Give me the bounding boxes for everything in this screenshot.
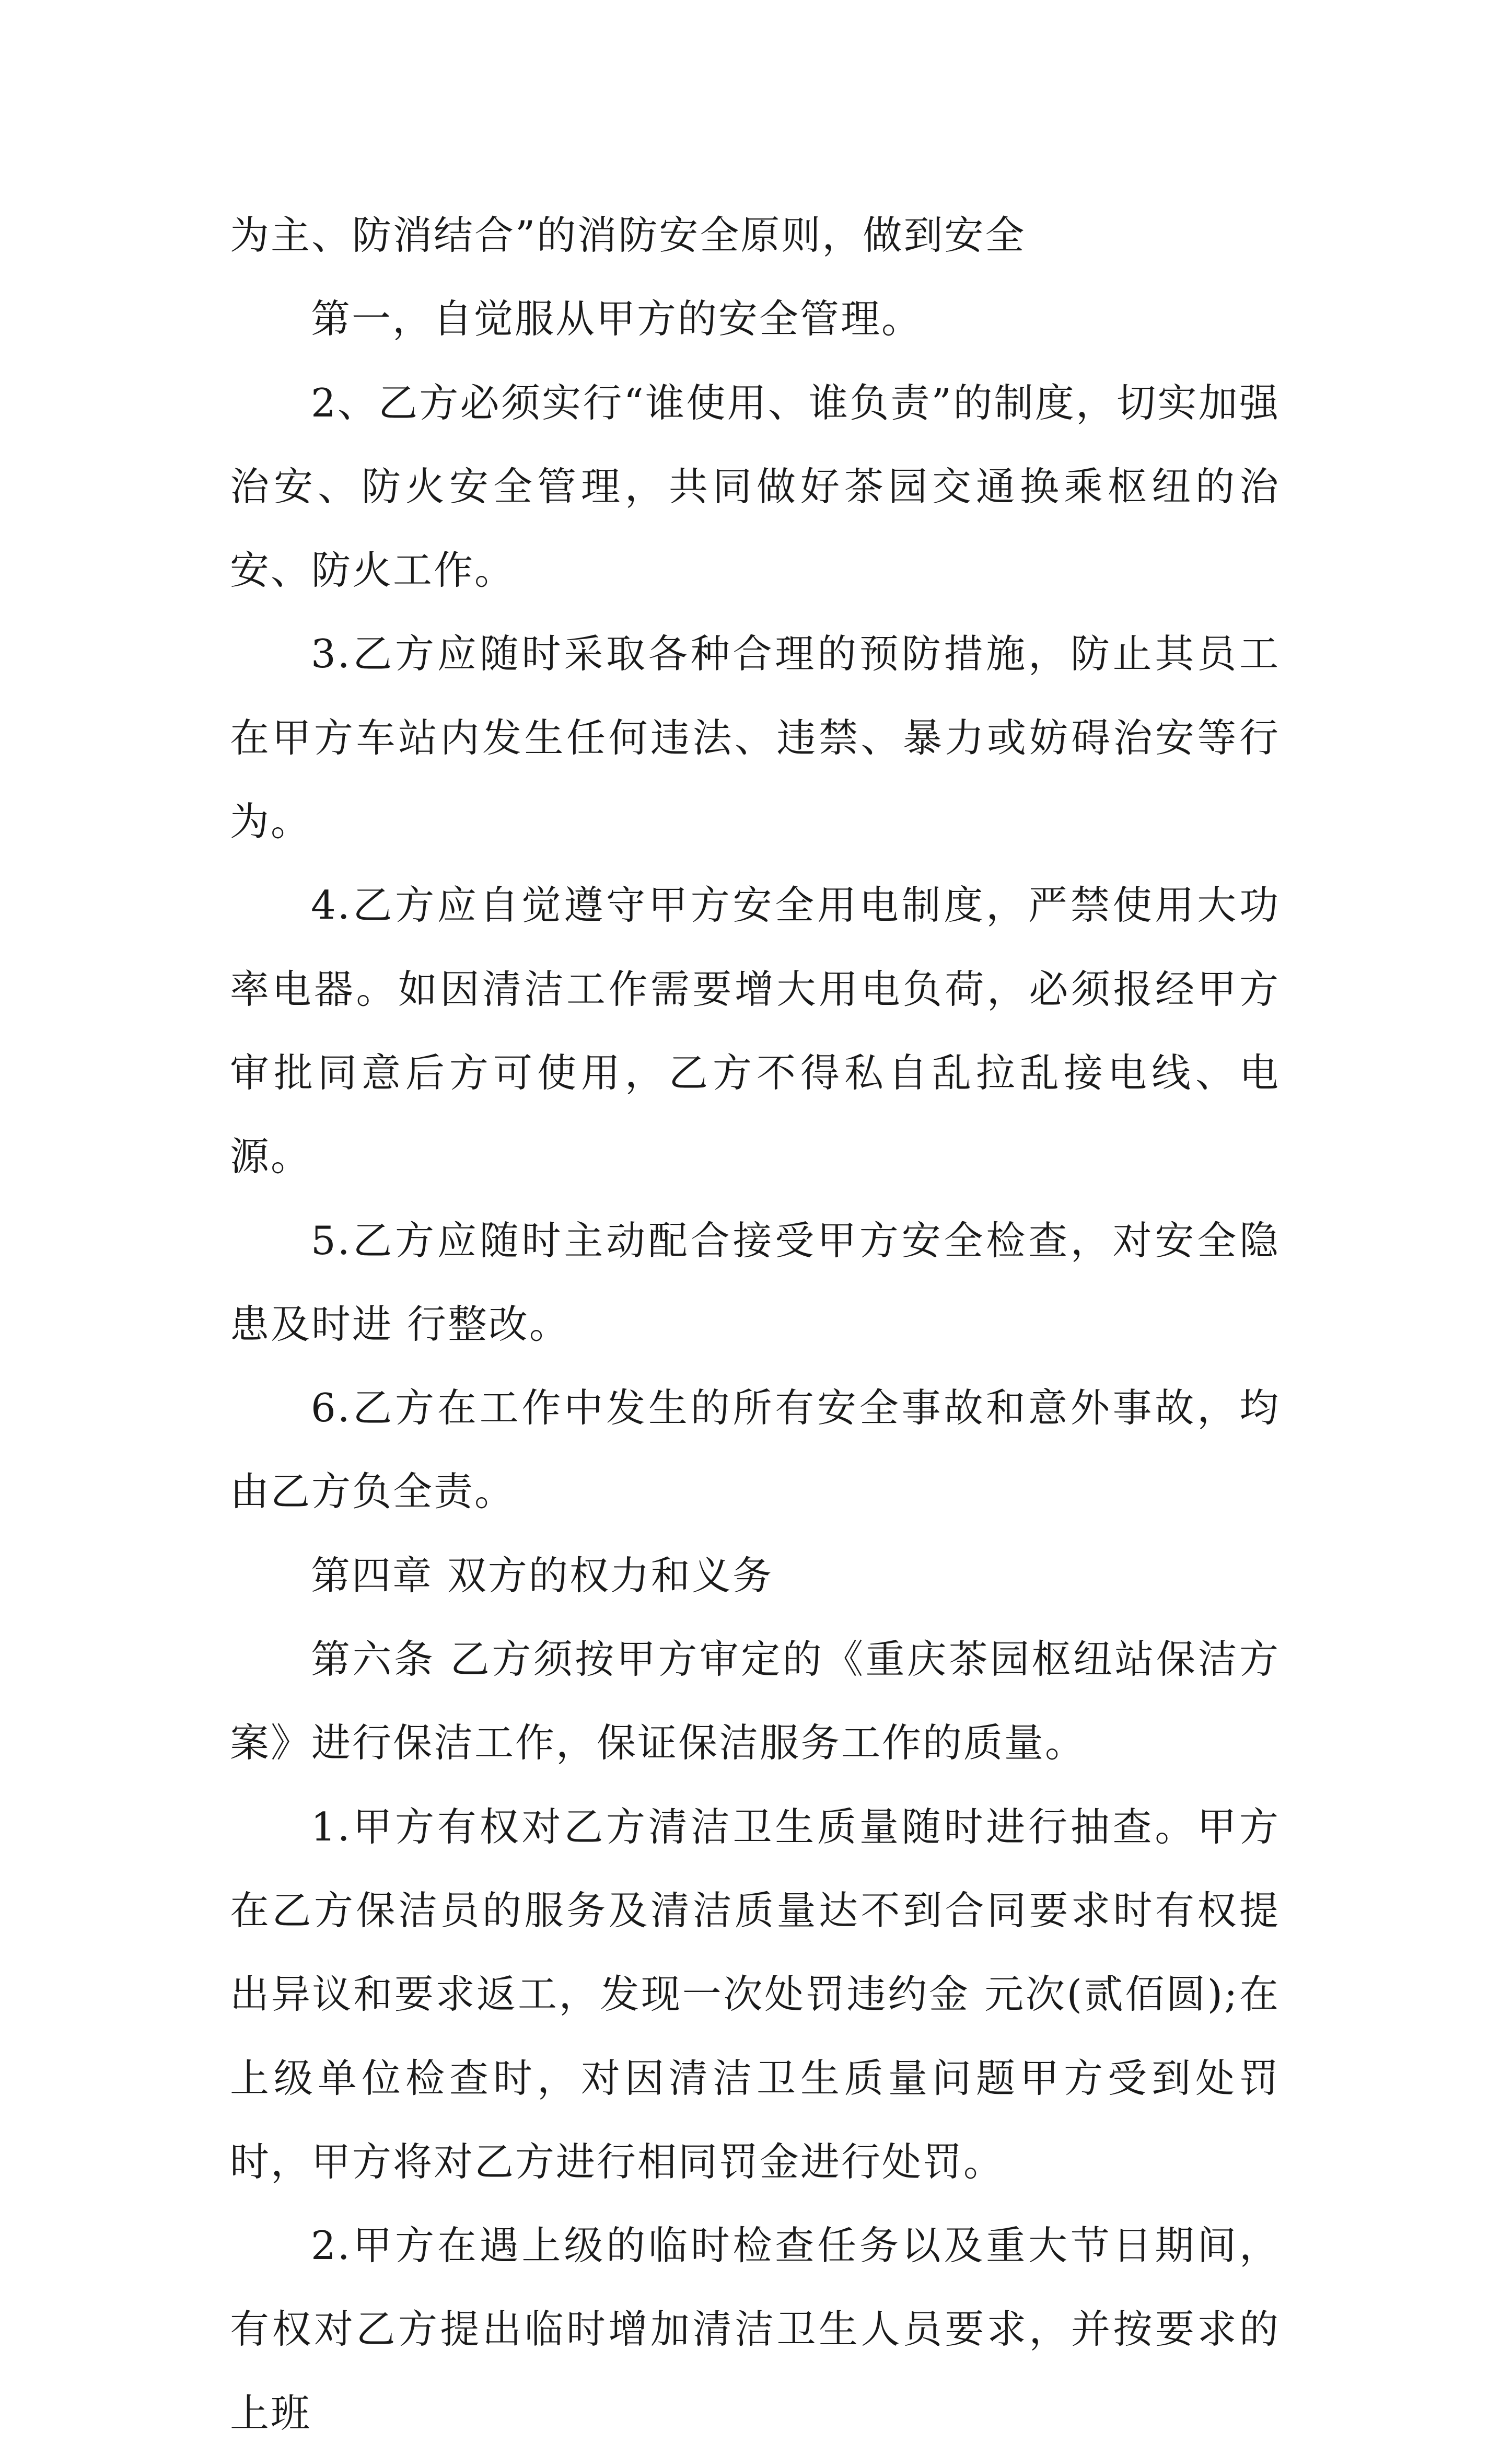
paragraph-article-6: 第六条 乙方须按甲方审定的《重庆茶园枢纽站保洁方案》进行保洁工作，保证保洁服务工作的质量。 xyxy=(230,1636,1280,1766)
paragraph-4: 3.乙方应随时采取各种合理的预防措施，防止其员工在甲方车站内发生任何违法、违禁、暴力或妨碍治安等行为。 xyxy=(230,631,1280,845)
paragraph-3: 2、乙方必须实行“谁使用、谁负责”的制度，切实加强治安、防火安全管理，共同做好茶园交通换乘枢纽的治安、防火工作。 xyxy=(230,379,1280,594)
paragraph-11: 2.甲方在遇上级的临时检查任务以及重大节日期间，有权对乙方提出临时增加清洁卫生人员要求，并按要求的上班 xyxy=(230,2222,1280,2436)
chapter-heading: 第四章 双方的权力和义务 xyxy=(311,1552,773,1599)
paragraph-7: 6.乙方在工作中发生的所有安全事故和意外事故，均由乙方负全责。 xyxy=(230,1385,1280,1515)
paragraph-10: 1.甲方有权对乙方清洁卫生质量随时进行抽查。甲方在乙方保洁员的服务及清洁质量达不到合同要求时有权提出异议和要求返工，发现一次处罚违约金 元次(贰佰圆);在上级单位检查时，对因清洁卫生质量问题甲方受到处罚时，甲方将对乙方进行相同罚金进行处罚。 xyxy=(230,1803,1280,2185)
paragraph-2: 第一，自觉服从甲方的安全管理。 xyxy=(311,296,923,342)
document-body xyxy=(230,193,1280,2455)
paragraph-5: 4.乙方应自觉遵守甲方安全用电制度，严禁使用大功率电器。如因清洁工作需要增大用电负荷，必须报经甲方审批同意后方可使用，乙方不得私自乱拉乱接电线、电源。 xyxy=(230,882,1280,1180)
paragraph-1: 为主、防消结合”的消防安全原则，做到安全 xyxy=(230,212,1026,258)
paragraph-6: 5.乙方应随时主动配合接受甲方安全检查，对安全隐患及时进 行整改。 xyxy=(230,1217,1280,1347)
